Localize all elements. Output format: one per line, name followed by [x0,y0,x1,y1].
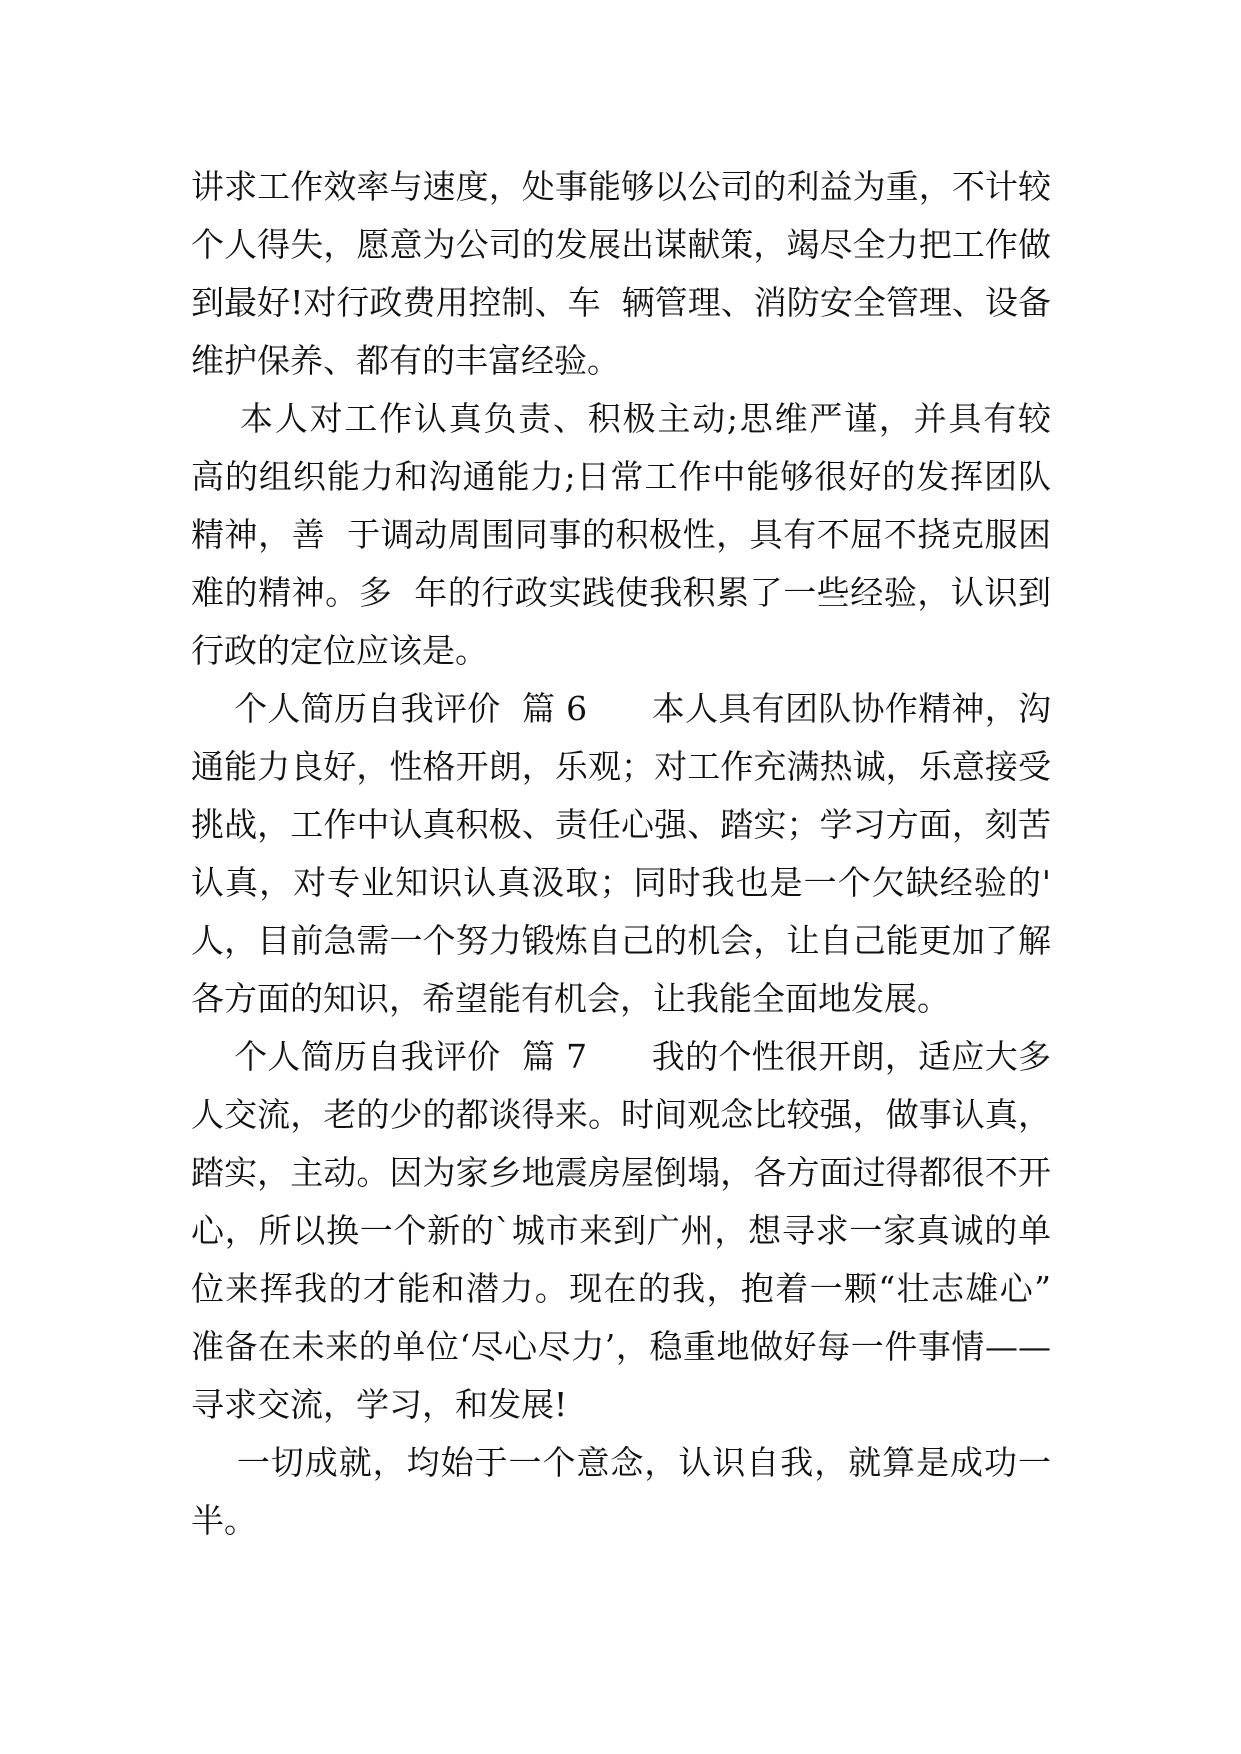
text-line: 到最好!对行政费用控制、车 辆管理、消防安全管理、设备 [191,283,1051,322]
text-line: 心，所以换一个新的`城市来到广州，想寻求一家真诚的单 [191,1211,1051,1250]
text-line: 人，目前急需一个努力锻炼自己的机会，让自己能更加了解 [191,921,1051,960]
text-line: 维护保养、都有的丰富经验。 [191,341,620,380]
text-line: 各方面的知识，希望能有机会，让我能全面地发展。 [191,979,950,1018]
text-line: 个人简历自我评价 篇 6 本人具有团队协作精神，沟 [191,689,1051,728]
text-line: 踏实，主动。因为家乡地震房屋倒塌，各方面过得都很不开 [191,1153,1051,1192]
text-line: 高的组织能力和沟通能力;日常工作中能够很好的发挥团队 [191,457,1051,496]
text-line: 一切成就，均始于一个意念，认识自我，就算是成功一 [191,1443,1051,1482]
text-line: 个人简历自我评价 篇 7 我的个性很开朗，适应大多 [191,1037,1051,1076]
text-line: 认真，对专业知识认真汲取；同时我也是一个欠缺经验的' [191,863,1051,902]
text-line: 半。 [191,1501,257,1540]
text-line: 本人对工作认真负责、积极主动;思维严谨，并具有较 [191,399,1051,438]
text-line: 讲求工作效率与速度，处事能够以公司的利益为重，不计较 [191,167,1051,206]
text-line: 人交流，老的少的都谈得来。时间观念比较强，做事认真， [191,1095,1051,1134]
text-line: 通能力良好，性格开朗，乐观；对工作充满热诚，乐意接受 [191,747,1051,786]
text-line: 难的精神。多 年的行政实践使我积累了一些经验，认识到 [191,573,1051,612]
text-line: 挑战，工作中认真积极、责任心强、踏实；学习方面，刻苦 [191,805,1051,844]
text-line: 寻求交流，学习，和发展! [191,1385,568,1424]
document-body [191,158,1051,1550]
text-line: 位来挥我的才能和潜力。现在的我，抱着一颗“壮志雄心” [191,1269,1051,1308]
text-line: 准备在未来的单位‘尽心尽力’，稳重地做好每一件事情—— [191,1327,1051,1366]
text-line: 精神，善 于调动周围同事的积极性，具有不屈不挠克服困 [191,515,1051,554]
text-line: 行政的定位应该是。 [191,631,488,670]
text-line: 个人得失，愿意为公司的发展出谋献策，竭尽全力把工作做 [191,225,1051,264]
